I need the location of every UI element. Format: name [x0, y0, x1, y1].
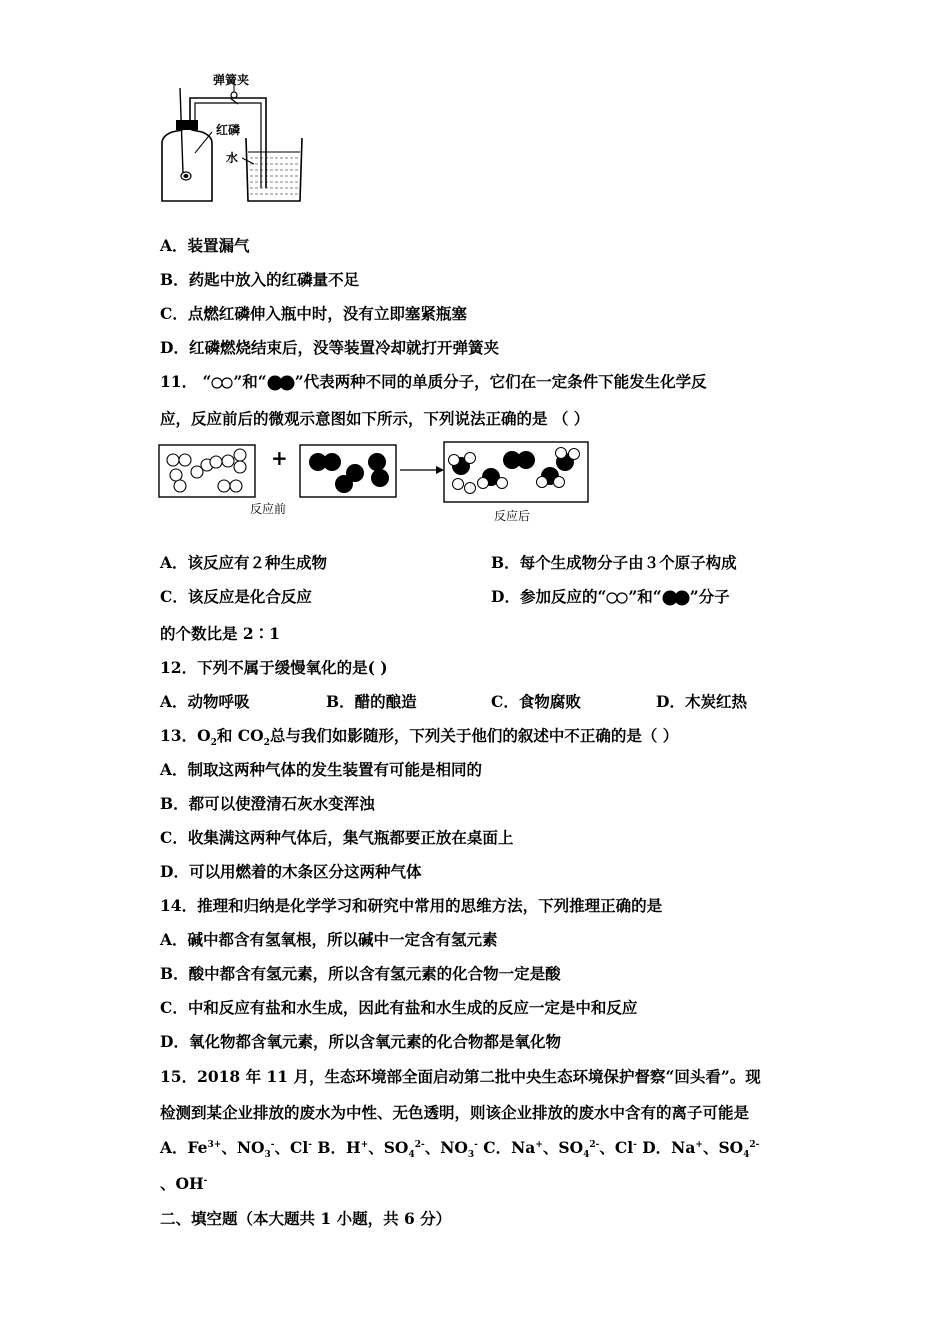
q13-stem [160, 726, 679, 749]
plus-sign: + [271, 446, 288, 470]
q15-opt-b: B．H [312, 1138, 361, 1157]
q11-option-b: B．每个生成物分子由３个原子构成 [491, 553, 737, 572]
q10-option-d: D．红磷燃烧结束后，没等装置冷却就打开弹簧夹 [160, 338, 499, 357]
q15-sep7: 、SO [702, 1138, 744, 1157]
q15-so4c-sub: 4 [583, 1150, 590, 1161]
q15-stem-line2: 检测到某企业排放的废水为中性、无色透明，则该企业排放的废水中含有的离子可能是 [160, 1103, 750, 1122]
q15-options-line2 [160, 1174, 207, 1194]
q15-so4-sub: 4 [408, 1150, 415, 1161]
q11-stem [160, 372, 707, 392]
caption-after: 反应后 [494, 509, 531, 523]
white-molecule-icon [211, 377, 233, 389]
q11-option-c: C．该反应是化合反应 [160, 587, 312, 606]
q15-no3-sup: - [270, 1139, 275, 1150]
q15-cl-sup: - [308, 1139, 313, 1150]
q15-sep4: 、NO [424, 1138, 468, 1157]
q15-nad-sup: + [695, 1139, 703, 1150]
q12-option-c: C．食物腐败 [491, 692, 581, 711]
q15-opt-d: D．Na [636, 1138, 696, 1157]
q15-oh: 、OH [160, 1174, 204, 1193]
q15-sep5: 、SO [542, 1138, 584, 1157]
q12-option-d: D．木炭红热 [656, 692, 747, 711]
q13-stem-c: 总与我们如影随形，下列关于他们的叙述中不正确的是（ ） [269, 726, 679, 745]
q10-option-c: C．点燃红磷伸入瓶中时，没有立即塞紧瓶塞 [160, 304, 467, 323]
q13-sub2: 2 [263, 738, 270, 749]
white-molecule-icon [606, 592, 628, 604]
q15-na-sup: + [535, 1139, 543, 1150]
q15-opt-a: A．Fe [160, 1138, 208, 1157]
q13-option-c: C．收集满这两种气体后，集气瓶都要正放在桌面上 [160, 828, 514, 847]
q11-stem-line2: 应，反应前后的微观示意图如下所示，下列说法正确的是 （ ） [160, 409, 590, 428]
q13-stem-a: 13．O [160, 726, 211, 745]
q14-option-a: A．碱中都含有氢氧根，所以碱中一定含有氢元素 [160, 930, 498, 949]
q15-sep2: 、Cl [274, 1138, 309, 1157]
q11-option-d-c: ”分子 [689, 587, 730, 606]
q14-stem: 14．推理和归纳是化学学习和研究中常用的思维方法，下列推理正确的是 [160, 896, 663, 915]
black-molecule-icon [267, 375, 295, 391]
q15-opt-c: C．Na [477, 1138, 536, 1157]
q11-option-d [491, 587, 730, 607]
q15-so4d-sup: 2- [749, 1139, 760, 1150]
q15-sep3: 、SO [368, 1138, 409, 1157]
q11-option-d-line2: 的个数比是 2∶1 [160, 624, 280, 643]
q15-no3b-sub: 3 [467, 1150, 475, 1161]
q15-fe-sup: 3+ [207, 1139, 222, 1150]
q13-option-d: D．可以用燃着的木条区分这两种气体 [160, 862, 422, 881]
q12-option-a: A．动物呼吸 [160, 692, 250, 711]
q11-stem-c: ”代表两种不同的单质分子，它们在一定条件下能发生化学反 [294, 372, 707, 391]
q15-oh-sup: - [203, 1175, 208, 1186]
caption-before: 反应前 [250, 502, 287, 516]
q15-clc-sup: - [633, 1139, 637, 1150]
q14-option-d: D．氧化物都含氧元素，所以含氧元素的化合物都是氧化物 [160, 1032, 561, 1051]
label-phosphorus: 红磷 [216, 123, 241, 137]
q13-sub1: 2 [210, 738, 217, 749]
q13-stem-b: 和 CO [216, 726, 264, 745]
q15-h-sup: + [360, 1139, 369, 1150]
q13-option-a: A．制取这两种气体的发生装置有可能是相同的 [160, 760, 483, 779]
apparatus-diagram [150, 68, 310, 208]
q11-stem-a: 11． “ [160, 372, 212, 391]
q15-so4-sup: 2- [414, 1139, 425, 1150]
q11-option-d-a: D．参加反应的“ [491, 587, 607, 606]
reaction-diagram [158, 440, 594, 510]
q15-options [160, 1138, 760, 1161]
q15-stem-line1: 15．2018 年 11 月，生态环境部全面启动第二批中央生态环境保护督察“回头看”。现 [160, 1067, 761, 1086]
q10-option-a: A．装置漏气 [160, 236, 250, 255]
q15-sep1: 、NO [221, 1138, 265, 1157]
black-molecule-icon [662, 590, 690, 606]
q15-sep6: 、Cl [599, 1138, 634, 1157]
label-water: 水 [226, 151, 239, 165]
label-clip: 弹簧夹 [213, 73, 250, 87]
q13-option-b: B．都可以使澄清石灰水变浑浊 [160, 794, 375, 813]
q14-option-b: B．酸中都含有氢元素，所以含有氢元素的化合物一定是酸 [160, 964, 561, 983]
q15-no3b-sup: - [474, 1139, 478, 1150]
q12-stem: 12．下列不属于缓慢氧化的是( ) [160, 658, 388, 677]
q15-no3-sub: 3 [264, 1150, 271, 1161]
q11-stem-b: ”和“ [233, 372, 267, 391]
section-heading: 二、填空题（本大题共 1 小题，共 6 分） [160, 1209, 452, 1228]
q11-option-a: A．该反应有２种生成物 [160, 553, 328, 572]
q15-so4d-sub: 4 [743, 1150, 750, 1161]
q11-option-d-b: ”和“ [628, 587, 662, 606]
q10-option-b: B．药匙中放入的红磷量不足 [160, 270, 360, 289]
q15-so4c-sup: 2- [589, 1139, 600, 1150]
q14-option-c: C．中和反应有盐和水生成，因此有盐和水生成的反应一定是中和反应 [160, 998, 638, 1017]
q12-option-b: B．醋的酿造 [326, 692, 417, 711]
